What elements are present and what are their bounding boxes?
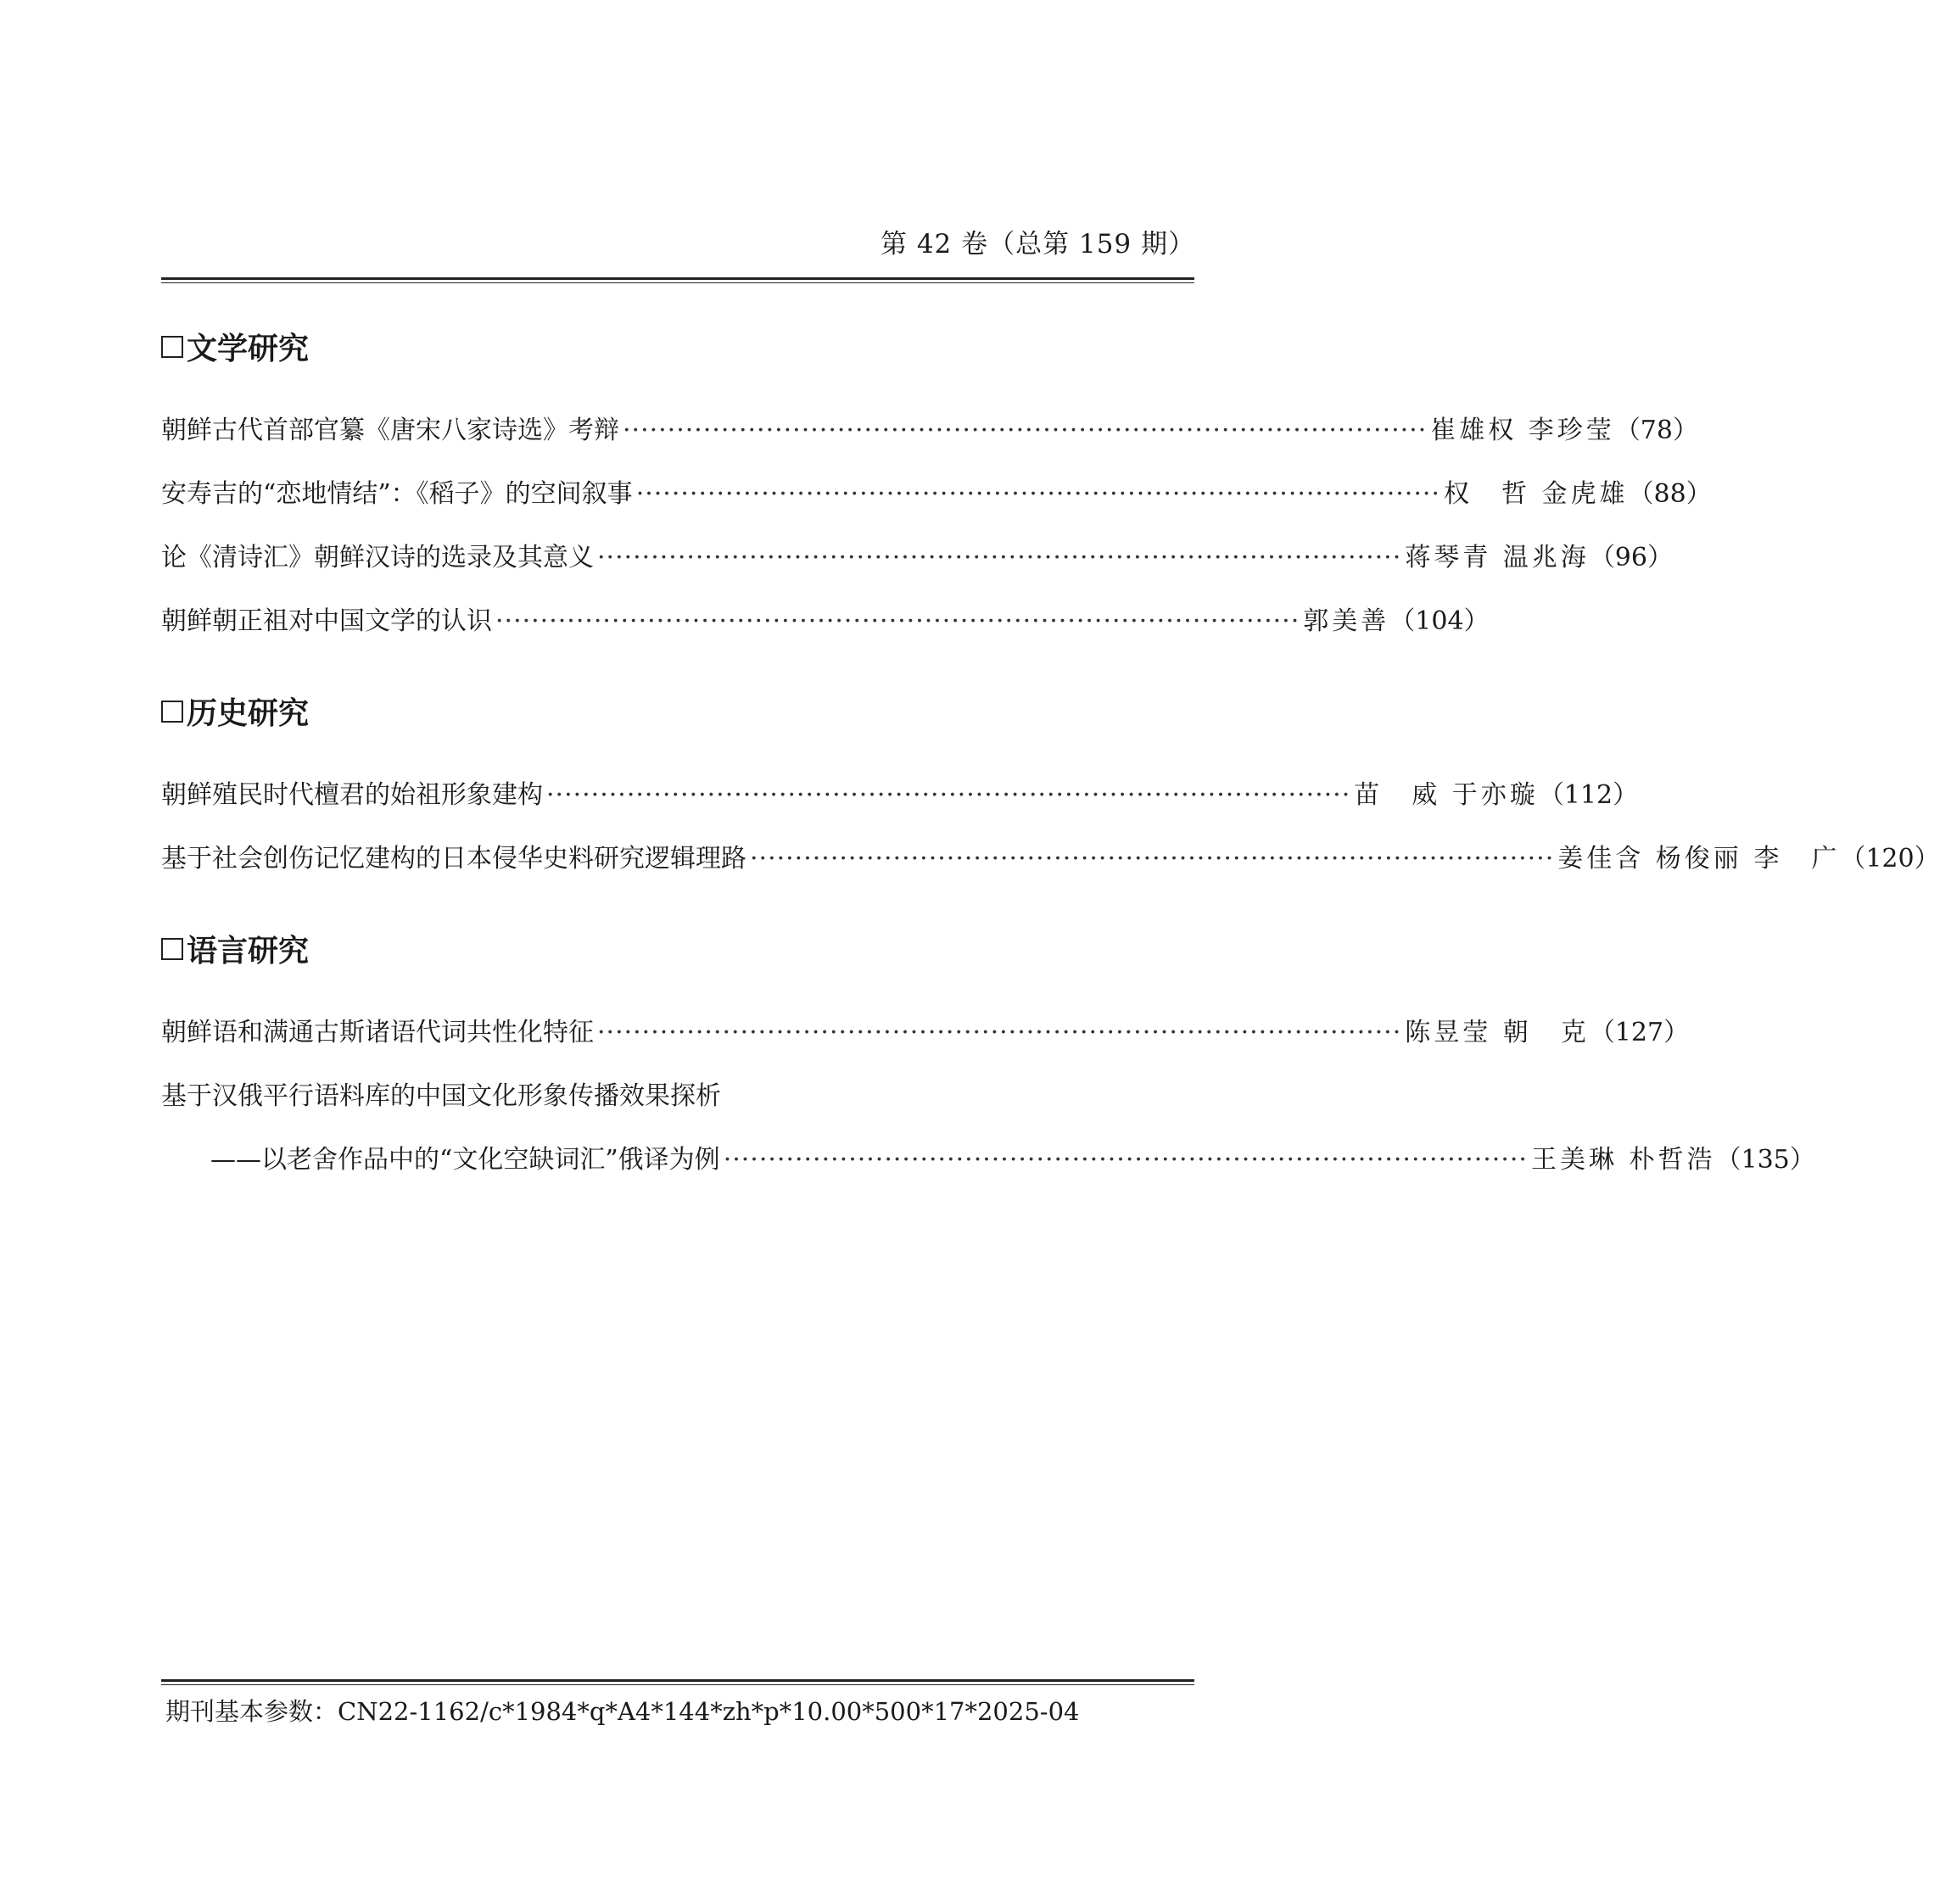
section-title-literature bbox=[161, 325, 309, 368]
toc-entry-page: （112） bbox=[1538, 780, 1639, 810]
toc-entry-authors: 崔雄权 李珍莹 bbox=[1430, 416, 1615, 445]
leader-dots: ·························································································· bbox=[723, 1145, 1528, 1175]
journal-parameters: 期刊基本参数：CN22-1162/c*1984*q*A4*144*zh*p*10.00*500*17*2025-04 bbox=[165, 1697, 1080, 1726]
checkbox-square-icon bbox=[161, 938, 183, 960]
toc-entry-title: 论《清诗汇》朝鲜汉诗的选录及其意义 bbox=[161, 543, 594, 572]
toc-entry-title: ——以老舍作品中的“文化空缺词汇”俄译为例 bbox=[210, 1145, 720, 1175]
checkbox-square-icon bbox=[161, 336, 183, 358]
leader-dots: ·························································································· bbox=[546, 780, 1351, 810]
toc-entry-page: （127） bbox=[1589, 1018, 1690, 1047]
leader-dots: ·························································································· bbox=[597, 543, 1402, 572]
leader-dots: ·························································································· bbox=[495, 606, 1300, 636]
toc-entry[interactable] bbox=[161, 600, 1490, 637]
toc-entry-subtitle[interactable] bbox=[210, 1138, 1815, 1175]
section-title-history bbox=[161, 690, 309, 733]
section-title-language bbox=[161, 927, 309, 970]
section-title-text: 历史研究 bbox=[187, 696, 310, 731]
toc-entry-authors: 蒋琴青 温兆海 bbox=[1405, 543, 1590, 572]
section-title-text: 文学研究 bbox=[187, 332, 310, 366]
toc-entry-authors: 苗 威 于亦璇 bbox=[1354, 780, 1539, 810]
section-title-text: 语言研究 bbox=[187, 934, 310, 969]
toc-entry-title: 基于汉俄平行语料库的中国文化形象传播效果探析 bbox=[161, 1081, 721, 1111]
toc-entry-page: （120） bbox=[1840, 844, 1940, 874]
toc-entry-page: （104） bbox=[1389, 606, 1490, 636]
toc-entry[interactable] bbox=[161, 472, 1712, 510]
leader-dots: ·························································································· bbox=[635, 479, 1440, 509]
leader-dots: ·························································································· bbox=[623, 416, 1428, 445]
volume-issue-label: 第 42 卷（总第 159 期） bbox=[880, 229, 1195, 260]
leader-dots: ·························································································· bbox=[597, 1018, 1402, 1047]
toc-entry-title: 朝鲜朝正祖对中国文学的认识 bbox=[161, 606, 492, 636]
toc-entry-page: （96） bbox=[1589, 543, 1673, 572]
footer-rule bbox=[161, 1679, 1194, 1685]
toc-entry-authors: 陈昱莹 朝 克 bbox=[1405, 1018, 1590, 1047]
checkbox-square-icon bbox=[161, 701, 183, 723]
toc-entry-title: 朝鲜殖民时代檀君的始祖形象建构 bbox=[161, 780, 543, 810]
toc-entry[interactable] bbox=[161, 837, 1940, 874]
toc-entry-title: 朝鲜古代首部官纂《唐宋八家诗选》考辩 bbox=[161, 416, 619, 445]
toc-entry-page: （78） bbox=[1614, 416, 1698, 445]
toc-entry-title: 朝鲜语和满通古斯诸语代词共性化特征 bbox=[161, 1018, 594, 1047]
toc-entry-authors: 郭美善 bbox=[1303, 606, 1390, 636]
toc-entry[interactable] bbox=[161, 1011, 1690, 1048]
toc-entry-authors: 权 哲 金虎雄 bbox=[1443, 479, 1629, 509]
toc-entry-title: 基于社会创伤记忆建构的日本侵华史料研究逻辑理路 bbox=[161, 844, 746, 874]
toc-entry[interactable] bbox=[161, 773, 1639, 811]
toc-entry-page: （88） bbox=[1628, 479, 1712, 509]
toc-entry-page: （135） bbox=[1715, 1145, 1815, 1175]
header-rule bbox=[161, 277, 1194, 283]
toc-entry[interactable] bbox=[161, 409, 1698, 446]
toc-entry[interactable] bbox=[161, 536, 1673, 573]
toc-entry[interactable] bbox=[161, 1075, 1194, 1112]
toc-entry-authors: 王美琳 朴哲浩 bbox=[1530, 1145, 1716, 1175]
toc-entry-authors: 姜佳含 杨俊丽 李 广 bbox=[1557, 844, 1841, 874]
leader-dots: ·························································································· bbox=[750, 844, 1555, 874]
toc-entry-title: 安寿吉的“恋地情结”：《稻子》的空间叙事 bbox=[161, 479, 633, 509]
